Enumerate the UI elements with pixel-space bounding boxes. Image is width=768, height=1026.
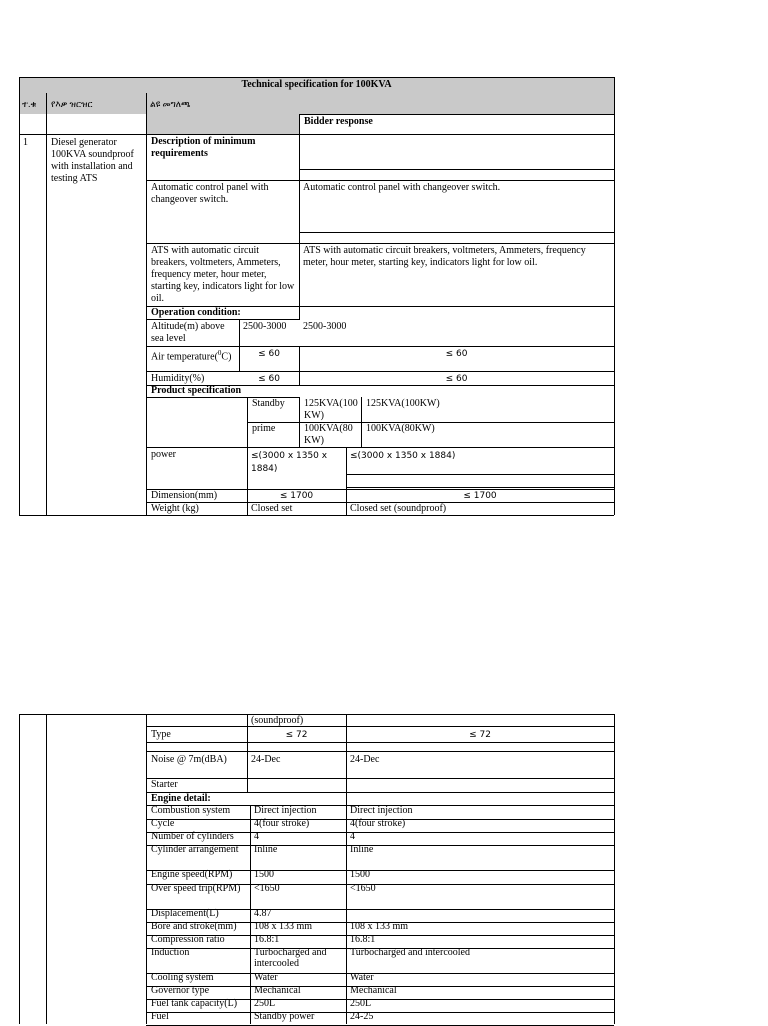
row-response: 250L (350, 998, 372, 1009)
operation-condition-heading: Operation condition: (151, 307, 241, 318)
humidity-response: ≤ 60 (445, 374, 468, 384)
item-name: Diesel generator 100KVA soundproof with installation and testing ATS (51, 137, 134, 184)
product-specification-heading: Product specification (151, 385, 242, 396)
weight-label: Weight (kg) (151, 503, 199, 514)
dimension-requirement: ≤ 1700 (279, 491, 314, 501)
standby-response: 125KVA(100KW) (366, 398, 440, 409)
row-requirement: 108 x 133 mm (254, 921, 313, 932)
row-label: Fuel (151, 1011, 169, 1022)
row-requirement: 16.8:1 (254, 934, 280, 945)
row-requirement: 250L (254, 998, 276, 1009)
row-requirement: Inline (254, 844, 278, 855)
starter-label: Starter (151, 779, 178, 790)
row-label: Displacement(L) (151, 908, 219, 919)
auto-panel-requirement: Automatic control panel with changeover switch. (151, 182, 269, 205)
row-response: 4 (350, 831, 355, 842)
weight-requirement: Closed set (251, 503, 293, 514)
row-response: 4(four stroke) (350, 818, 406, 829)
column-header-number: ተ.ቁ (22, 99, 37, 109)
type-label: Type (151, 729, 171, 740)
noise-requirement: 24-Dec (251, 754, 281, 765)
standby-requirement: 125KVA(100KW) (304, 398, 358, 421)
column-header-item-name: የእቃ ዝርዝር (51, 99, 93, 109)
row-response: Direct injection (350, 805, 413, 816)
prime-response: 100KVA(80KW) (366, 423, 435, 434)
dimension-response: ≤ 1700 (463, 491, 497, 501)
noise-response: 24-Dec (350, 754, 380, 765)
bidder-response-header: Bidder response (304, 116, 373, 127)
row-label: Combustion system (151, 805, 231, 816)
ats-requirement: ATS with automatic circuit breakers, voltmeters, Ammeters, frequency meter, hour meter, starting key, indicators light for low oil. (151, 245, 295, 304)
ats-response: ATS with automatic circuit breakers, voltmeters, Ammeters, frequency meter, hour meter, starting key, indicators light for low oil. (303, 245, 586, 268)
row-response: 24-25 (350, 1011, 374, 1022)
row-requirement: 4 (254, 831, 259, 842)
row-response: Turbocharged and intercooled (350, 947, 470, 958)
row-label: Compression ratio (151, 934, 225, 945)
row-response: 108 x 133 mm (350, 921, 409, 932)
row-response: 16.8:1 (350, 934, 376, 945)
prime-requirement: 100KVA(80KW) (304, 423, 353, 446)
table-title: Technical specification for 100KVA (241, 79, 392, 90)
power-response: ≤(3000 x 1350 x 1884) (350, 451, 456, 461)
soundproof-note: (soundproof) (251, 715, 304, 726)
row-response: <1650 (350, 883, 376, 894)
row-label: Over speed trip(RPM) (151, 883, 241, 894)
row-requirement: Standby power (254, 1011, 315, 1022)
row-label: Bore and stroke(mm) (151, 921, 237, 932)
type-requirement: ≤ 72 (285, 730, 308, 740)
power-label: power (151, 449, 176, 460)
altitude-requirement: 2500-3000 (243, 321, 287, 332)
row-label: Cylinder arrangement (151, 844, 239, 855)
row-label: Cooling system (151, 972, 214, 983)
row-label: Governor type (151, 985, 210, 996)
row-response: Inline (350, 844, 374, 855)
standby-label: Standby (252, 398, 285, 409)
prime-label: prime (252, 423, 276, 434)
weight-response: Closed set (soundproof) (350, 503, 447, 514)
table-header-fill (146, 114, 299, 134)
row-requirement: Water (254, 972, 278, 983)
row-requirement: 1500 (254, 869, 274, 880)
row-label: Cycle (151, 818, 175, 829)
row-label: Number of cylinders (151, 831, 234, 842)
row-requirement: 4.87 (254, 908, 272, 919)
altitude-label: Altitude(m) above sea level (151, 321, 225, 344)
row-requirement: Mechanical (254, 985, 301, 996)
column-header-specification: ልዩ መግለጫ (150, 99, 191, 109)
air-temperature-label: Air temperature($^0$C) (151, 349, 232, 363)
row-label: Fuel tank capacity(L) (151, 998, 238, 1009)
engine-detail-heading: Engine detail: (151, 793, 211, 804)
row-requirement: Direct injection (254, 805, 317, 816)
row-requirement: <1650 (254, 883, 280, 894)
type-response: ≤ 72 (469, 730, 491, 740)
row-label: Induction (151, 947, 190, 958)
row-response: Mechanical (350, 985, 397, 996)
humidity-requirement: ≤ 60 (258, 374, 280, 384)
altitude-response: 2500-3000 (303, 321, 347, 332)
noise-label: Noise @ 7m(dBA) (151, 754, 227, 765)
auto-panel-response: Automatic control panel with changeover switch. (303, 182, 501, 193)
row-response: 1500 (350, 869, 370, 880)
humidity-label: Humidity(%) (151, 373, 205, 384)
item-number: 1 (23, 137, 28, 148)
row-response: Water (350, 972, 374, 983)
air-temperature-response: ≤ 60 (445, 349, 468, 359)
air-temperature-requirement: ≤ 60 (258, 349, 280, 359)
description-min-requirements: Description of minimum requirements (151, 136, 256, 159)
row-label: Engine speed(RPM) (151, 869, 233, 880)
row-requirement: Turbocharged and intercooled (254, 947, 327, 969)
power-requirement: ≤(3000 x 1350 x 1884) (251, 451, 328, 474)
dimension-label: Dimension(mm) (151, 490, 218, 501)
row-requirement: 4(four stroke) (254, 818, 310, 829)
